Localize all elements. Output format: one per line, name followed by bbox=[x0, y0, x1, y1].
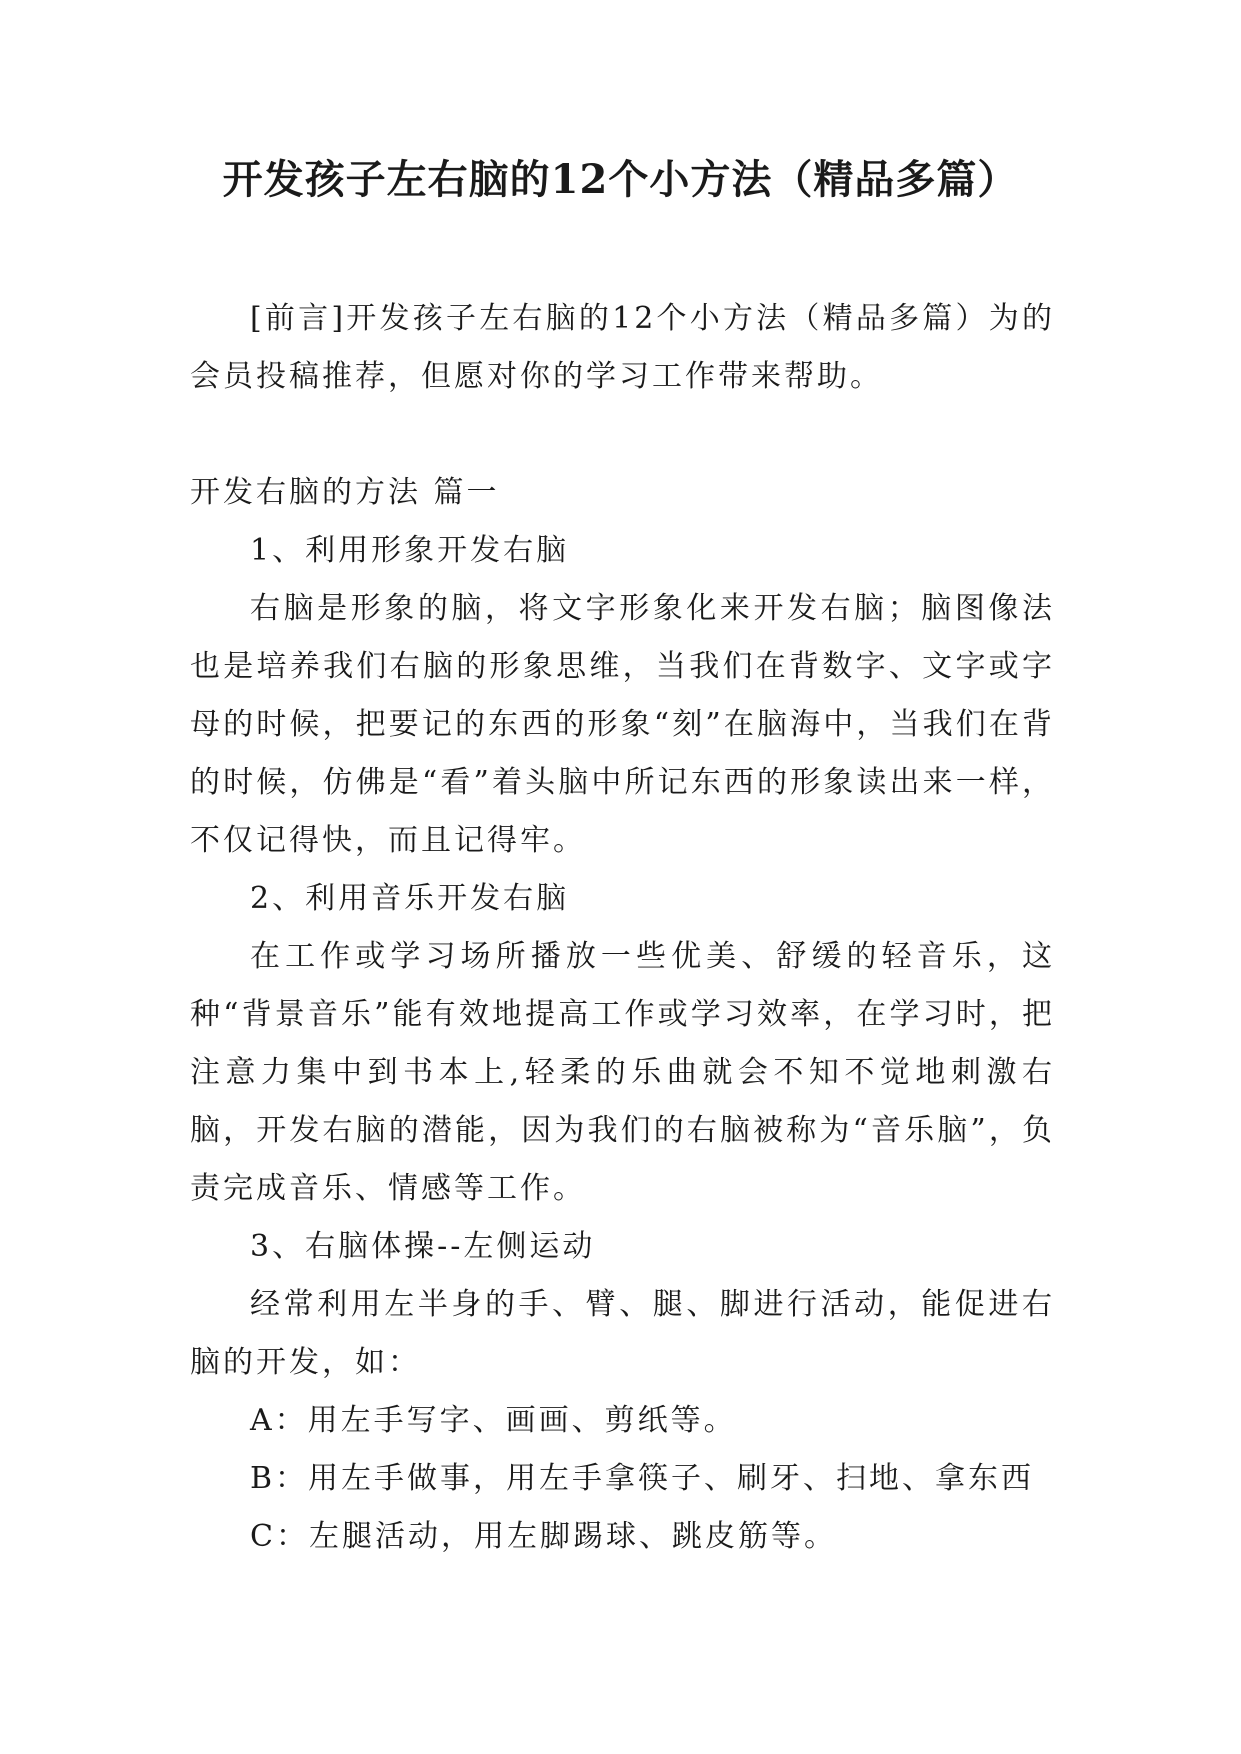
body-paragraph-2: 在工作或学习场所播放一些优美、舒缓的轻音乐，这种“背景音乐”能有效地提高工作或学习效率，在学习时，把注意力集中到书本上,轻柔的乐曲就会不知不觉地刺激右脑，开发右脑的潜能，因为我们的右脑被称为“音乐脑”，负责完成音乐、情感等工作。 bbox=[190, 939, 1055, 1206]
list-item-b: B：用左手做事，用左手拿筷子、刷牙、扫地、拿东西 bbox=[250, 1461, 1035, 1496]
list-heading-3: 3、右脑体操--左侧运动 bbox=[250, 1229, 596, 1264]
document-body bbox=[190, 290, 1055, 1566]
list-item-a: A：用左手写字、画画、剪纸等。 bbox=[250, 1403, 737, 1438]
body-paragraph-3: 经常利用左半身的手、臂、腿、脚进行活动，能促进右脑的开发，如： bbox=[190, 1287, 1055, 1380]
document-title: 开发孩子左右脑的12个小方法（精品多篇） bbox=[222, 156, 1019, 203]
section-heading: 开发右脑的方法 篇一 bbox=[190, 475, 500, 510]
body-paragraph-1: 右脑是形象的脑，将文字形象化来开发右脑；脑图像法也是培养我们右脑的形象思维，当我们在背数字、文字或字母的时候，把要记的东西的形象“刻”在脑海中，当我们在背的时候，仿佛是“看”着头脑中所记东西的形象读出来一样，不仅记得快，而且记得牢。 bbox=[190, 591, 1055, 858]
list-item-c: C：左腿活动，用左脚踢球、跳皮筋等。 bbox=[250, 1519, 837, 1554]
preface-paragraph: [前言]开发孩子左右脑的12个小方法（精品多篇）为的会员投稿推荐，但愿对你的学习工作带来帮助。 bbox=[190, 301, 1055, 394]
list-heading-2: 2、利用音乐开发右脑 bbox=[250, 881, 570, 916]
list-heading-1: 1、利用形象开发右脑 bbox=[250, 533, 570, 568]
